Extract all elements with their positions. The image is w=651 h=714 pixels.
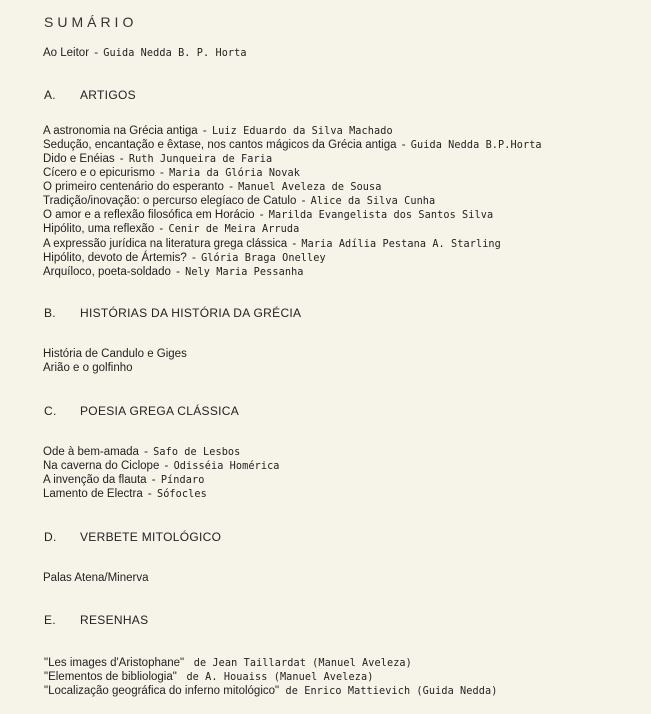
entry-title: "Elementos de bibliologia" bbox=[44, 671, 177, 683]
separator: - bbox=[188, 252, 200, 264]
entry-text bbox=[43, 251, 326, 266]
separator: - bbox=[156, 223, 167, 235]
section-heading-e bbox=[44, 613, 148, 627]
entry-author: Píndaro bbox=[160, 475, 205, 486]
separator: - bbox=[289, 238, 300, 250]
entry-title: Cícero e o epicurismo bbox=[43, 167, 155, 179]
entry-text bbox=[43, 208, 493, 223]
entry-author: Guida Nedda B.P.Horta bbox=[410, 140, 542, 151]
separator: - bbox=[199, 125, 210, 137]
entry-text bbox=[43, 124, 393, 139]
entry-title: Arquíloco, poeta-soldado bbox=[43, 266, 171, 278]
entry-author: Cenir de Meira Arruda bbox=[168, 224, 300, 235]
separator: - bbox=[256, 209, 267, 221]
section-heading-a bbox=[44, 88, 136, 102]
entry-text bbox=[43, 46, 247, 61]
entry-text bbox=[44, 656, 412, 671]
entry-author: Manuel Aveleza de Sousa bbox=[238, 182, 382, 193]
section-letter: A. bbox=[44, 88, 56, 102]
entry-title: História de Candulo e Giges bbox=[43, 348, 187, 360]
entry-title: Hipólito, devoto de Ártemis? bbox=[43, 252, 187, 264]
separator: - bbox=[172, 266, 184, 278]
entry-text bbox=[43, 222, 299, 237]
separator: - bbox=[144, 488, 155, 500]
separator: - bbox=[148, 474, 159, 486]
entry-text bbox=[43, 194, 435, 209]
entry-title: A expressão jurídica na literatura grega clássica bbox=[43, 238, 288, 250]
entry-author: Maria Adília Pestana A. Starling bbox=[301, 239, 501, 250]
section-letter: D. bbox=[44, 530, 57, 544]
entry-author: de Enrico Mattievich (Guida Nedda) bbox=[285, 686, 498, 697]
section-name: VERBETE MITOLÓGICO bbox=[80, 530, 222, 544]
separator: - bbox=[225, 181, 237, 193]
entry-author: Guida Nedda B. P. Horta bbox=[103, 48, 247, 59]
entry-title: Ode à bem-amada bbox=[43, 446, 139, 458]
entry-author: Ruth Junqueira de Faria bbox=[128, 154, 273, 165]
entry-text bbox=[43, 265, 304, 280]
section-name: ARTIGOS bbox=[80, 88, 136, 102]
entry-text bbox=[43, 361, 133, 375]
entry-author: Odisséia Homérica bbox=[173, 461, 280, 472]
entry-text bbox=[43, 347, 187, 361]
separator: - bbox=[156, 167, 168, 179]
entry-author: Luiz Eduardo da Silva Machado bbox=[211, 126, 393, 137]
entry-text bbox=[43, 237, 501, 252]
section-name: RESENHAS bbox=[80, 613, 149, 627]
entry-title: Na caverna do Ciclope bbox=[43, 460, 160, 472]
entry-text bbox=[43, 473, 204, 488]
entry-title: A invenção da flauta bbox=[43, 474, 147, 486]
section-heading-b bbox=[44, 306, 301, 320]
entry-author: Nely Maria Pessanha bbox=[185, 267, 304, 278]
separator: - bbox=[91, 47, 102, 59]
entry-title: O primeiro centenário do esperanto bbox=[43, 181, 224, 193]
entry-title: Lamento de Electra bbox=[43, 488, 143, 500]
entry-author: Marilda Evangelista dos Santos Silva bbox=[268, 210, 494, 221]
entry-text bbox=[44, 670, 373, 685]
section-letter: C. bbox=[44, 404, 57, 418]
page-title: SUMÁRIO bbox=[44, 14, 138, 30]
entry-text bbox=[43, 152, 272, 167]
entry-author: Glória Braga Onelley bbox=[201, 253, 326, 264]
section-name: HISTÓRIAS DA HISTÓRIA DA GRÉCIA bbox=[80, 306, 302, 320]
entry-text bbox=[43, 180, 382, 195]
entry-title: O amor e a reflexão filosófica em Horácio bbox=[43, 209, 255, 221]
section-heading-d bbox=[44, 530, 221, 544]
entry-text bbox=[43, 445, 240, 460]
separator: - bbox=[298, 195, 309, 207]
entry-author: de Jean Taillardat (Manuel Aveleza) bbox=[193, 658, 412, 669]
entry-title: A astronomia na Grécia antiga bbox=[43, 125, 198, 137]
entry-author: Sófocles bbox=[156, 489, 207, 500]
entry-text bbox=[43, 459, 280, 474]
entry-title: "Les images d'Aristophane" bbox=[44, 657, 185, 669]
entry-author: Safo de Lesbos bbox=[153, 447, 241, 458]
separator: - bbox=[398, 139, 409, 151]
entry-title: Sedução, encantação e êxtase, nos cantos mágicos da Grécia antiga bbox=[43, 139, 397, 151]
section-letter: E. bbox=[44, 613, 56, 627]
entry-text bbox=[44, 684, 497, 699]
entry-title: Ao Leitor bbox=[43, 47, 90, 59]
section-name: POESIA GREGA CLÁSSICA bbox=[80, 404, 240, 418]
section-letter: B. bbox=[44, 306, 56, 320]
entry-title: Tradição/inovação: o percurso elegíaco de Catulo bbox=[43, 195, 297, 207]
entry-text bbox=[43, 487, 207, 502]
separator: - bbox=[116, 153, 127, 165]
entry-text bbox=[43, 166, 300, 181]
section-heading-c bbox=[44, 404, 239, 418]
entry-title: Palas Atena/Minerva bbox=[43, 572, 149, 584]
entry-text bbox=[43, 138, 542, 153]
separator: - bbox=[161, 460, 172, 472]
entry-author: Maria da Glória Novak bbox=[169, 168, 300, 179]
separator: - bbox=[140, 446, 152, 458]
entry-title: Arião e o golfinho bbox=[43, 362, 133, 374]
entry-text bbox=[43, 571, 148, 585]
entry-title: Hipólito, uma reflexão bbox=[43, 223, 155, 235]
entry-author: Alice da Silva Cunha bbox=[310, 196, 436, 207]
entry-author: de A. Houaiss (Manuel Aveleza) bbox=[186, 672, 374, 683]
entry-title: Dido e Enéias bbox=[43, 153, 115, 165]
entry-title: "Localização geográfica do inferno mitológico" bbox=[44, 685, 280, 697]
